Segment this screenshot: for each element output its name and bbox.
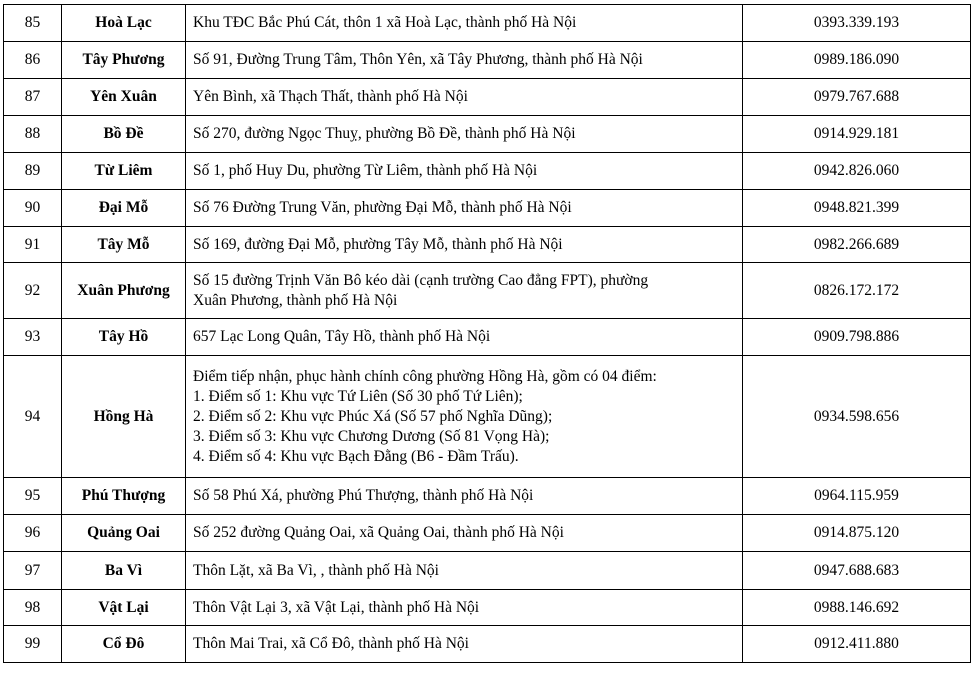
ward-name: Bồ Đề — [62, 116, 186, 153]
table-row — [4, 478, 971, 515]
row-number: 87 — [4, 79, 62, 116]
address-line: Yên Bình, xã Thạch Thất, thành phố Hà Nội — [193, 88, 468, 105]
address-line: Số 91, Đường Trung Tâm, Thôn Yên, xã Tây Phương, thành phố Hà Nội — [193, 51, 643, 68]
address-line: Số 58 Phú Xá, phường Phú Thượng, thành phố Hà Nội — [193, 487, 534, 504]
row-number: 98 — [4, 590, 62, 626]
phone-number: 0982.266.689 — [743, 227, 971, 263]
phone-number: 0964.115.959 — [743, 478, 971, 515]
table-row — [4, 190, 971, 227]
address-cell — [186, 478, 743, 515]
address-cell — [186, 590, 743, 626]
address-line: 4. Điểm số 4: Khu vực Bạch Đằng (B6 - Đầm Trấu). — [193, 447, 519, 465]
ward-name: Vật Lại — [62, 590, 186, 626]
table-row — [4, 79, 971, 116]
phone-number: 0914.875.120 — [743, 515, 971, 552]
address-line: 3. Điểm số 3: Khu vực Chương Dương (Số 81 Vọng Hà); — [193, 427, 550, 445]
address-line: Số 15 đường Trịnh Văn Bô kéo dài (cạnh trường Cao đẳng FPT), phường — [193, 271, 649, 289]
phone-number: 0989.186.090 — [743, 42, 971, 79]
phone-number: 0988.146.692 — [743, 590, 971, 626]
phone-number: 0909.798.886 — [743, 319, 971, 356]
phone-number: 0934.598.656 — [743, 356, 971, 478]
address-line: Thôn Lặt, xã Ba Vì, , thành phố Hà Nội — [193, 561, 439, 579]
row-number: 91 — [4, 227, 62, 263]
address-cell — [186, 356, 743, 478]
ward-name: Xuân Phương — [62, 263, 186, 319]
table-row — [4, 626, 971, 663]
address-cell — [186, 515, 743, 552]
ward-name: Hồng Hà — [62, 356, 186, 478]
address-line: Số 270, đường Ngọc Thuỵ, phường Bồ Đề, thành phố Hà Nội — [193, 125, 576, 142]
address-cell — [186, 263, 743, 319]
table-row — [4, 515, 971, 552]
address-cell — [186, 42, 743, 79]
address-line: 1. Điểm số 1: Khu vực Tứ Liên (Số 30 phố Tứ Liên); — [193, 387, 523, 405]
row-number: 90 — [4, 190, 62, 227]
table-row — [4, 319, 971, 356]
table-row — [4, 227, 971, 263]
address-cell — [186, 319, 743, 356]
row-number: 95 — [4, 478, 62, 515]
ward-name: Cổ Đô — [62, 626, 186, 663]
ward-name: Hoà Lạc — [62, 5, 186, 42]
row-number: 92 — [4, 263, 62, 319]
address-line: Khu TĐC Bắc Phú Cát, thôn 1 xã Hoà Lạc, thành phố Hà Nội — [193, 14, 577, 31]
ward-name: Yên Xuân — [62, 79, 186, 116]
phone-number: 0826.172.172 — [743, 263, 971, 319]
service-points-table — [3, 4, 971, 663]
table-row — [4, 116, 971, 153]
row-number: 99 — [4, 626, 62, 663]
address-cell — [186, 5, 743, 42]
phone-number: 0947.688.683 — [743, 552, 971, 590]
address-cell — [186, 227, 743, 263]
ward-name: Phú Thượng — [62, 478, 186, 515]
phone-number: 0912.411.880 — [743, 626, 971, 663]
table-row — [4, 42, 971, 79]
address-line: Số 1, phố Huy Du, phường Từ Liêm, thành phố Hà Nội — [193, 162, 538, 179]
address-line: Số 252 đường Quảng Oai, xã Quảng Oai, thành phố Hà Nội — [193, 524, 564, 541]
address-line: Thôn Mai Trai, xã Cổ Đô, thành phố Hà Nội — [193, 635, 469, 652]
address-cell — [186, 552, 743, 590]
phone-number: 0914.929.181 — [743, 116, 971, 153]
ward-name: Quảng Oai — [62, 515, 186, 552]
row-number: 89 — [4, 153, 62, 190]
address-cell — [186, 79, 743, 116]
address-cell — [186, 153, 743, 190]
phone-number: 0393.339.193 — [743, 5, 971, 42]
ward-name: Tây Hồ — [62, 319, 186, 356]
row-number: 96 — [4, 515, 62, 552]
address-cell — [186, 190, 743, 227]
table-row — [4, 263, 971, 319]
address-line: Thôn Vật Lại 3, xã Vật Lại, thành phố Hà Nội — [193, 598, 480, 616]
row-number: 97 — [4, 552, 62, 590]
table-row — [4, 552, 971, 590]
row-number: 94 — [4, 356, 62, 478]
phone-number: 0948.821.399 — [743, 190, 971, 227]
address-line: Số 76 Đường Trung Văn, phường Đại Mỗ, thành phố Hà Nội — [193, 199, 572, 216]
address-line: 657 Lạc Long Quân, Tây Hồ, thành phố Hà Nội — [193, 328, 491, 345]
address-line: Điểm tiếp nhận, phục hành chính công phường Hồng Hà, gồm có 04 điểm: — [193, 367, 657, 385]
phone-number: 0979.767.688 — [743, 79, 971, 116]
ward-name: Từ Liêm — [62, 153, 186, 190]
row-number: 93 — [4, 319, 62, 356]
table-row — [4, 356, 971, 478]
ward-name: Đại Mỗ — [62, 190, 186, 227]
table-row — [4, 153, 971, 190]
address-line: Xuân Phương, thành phố Hà Nội — [193, 291, 398, 309]
phone-number: 0942.826.060 — [743, 153, 971, 190]
table-body — [4, 5, 971, 663]
row-number: 88 — [4, 116, 62, 153]
address-line: 2. Điểm số 2: Khu vực Phúc Xá (Số 57 phố Nghĩa Dũng); — [193, 407, 553, 425]
address-cell — [186, 116, 743, 153]
table-row — [4, 5, 971, 42]
address-line: Số 169, đường Đại Mỗ, phường Tây Mỗ, thành phố Hà Nội — [193, 235, 563, 253]
address-cell — [186, 626, 743, 663]
row-number: 85 — [4, 5, 62, 42]
ward-name: Tây Mỗ — [62, 227, 186, 263]
table-row — [4, 590, 971, 626]
ward-name: Tây Phương — [62, 42, 186, 79]
ward-name: Ba Vì — [62, 552, 186, 590]
row-number: 86 — [4, 42, 62, 79]
